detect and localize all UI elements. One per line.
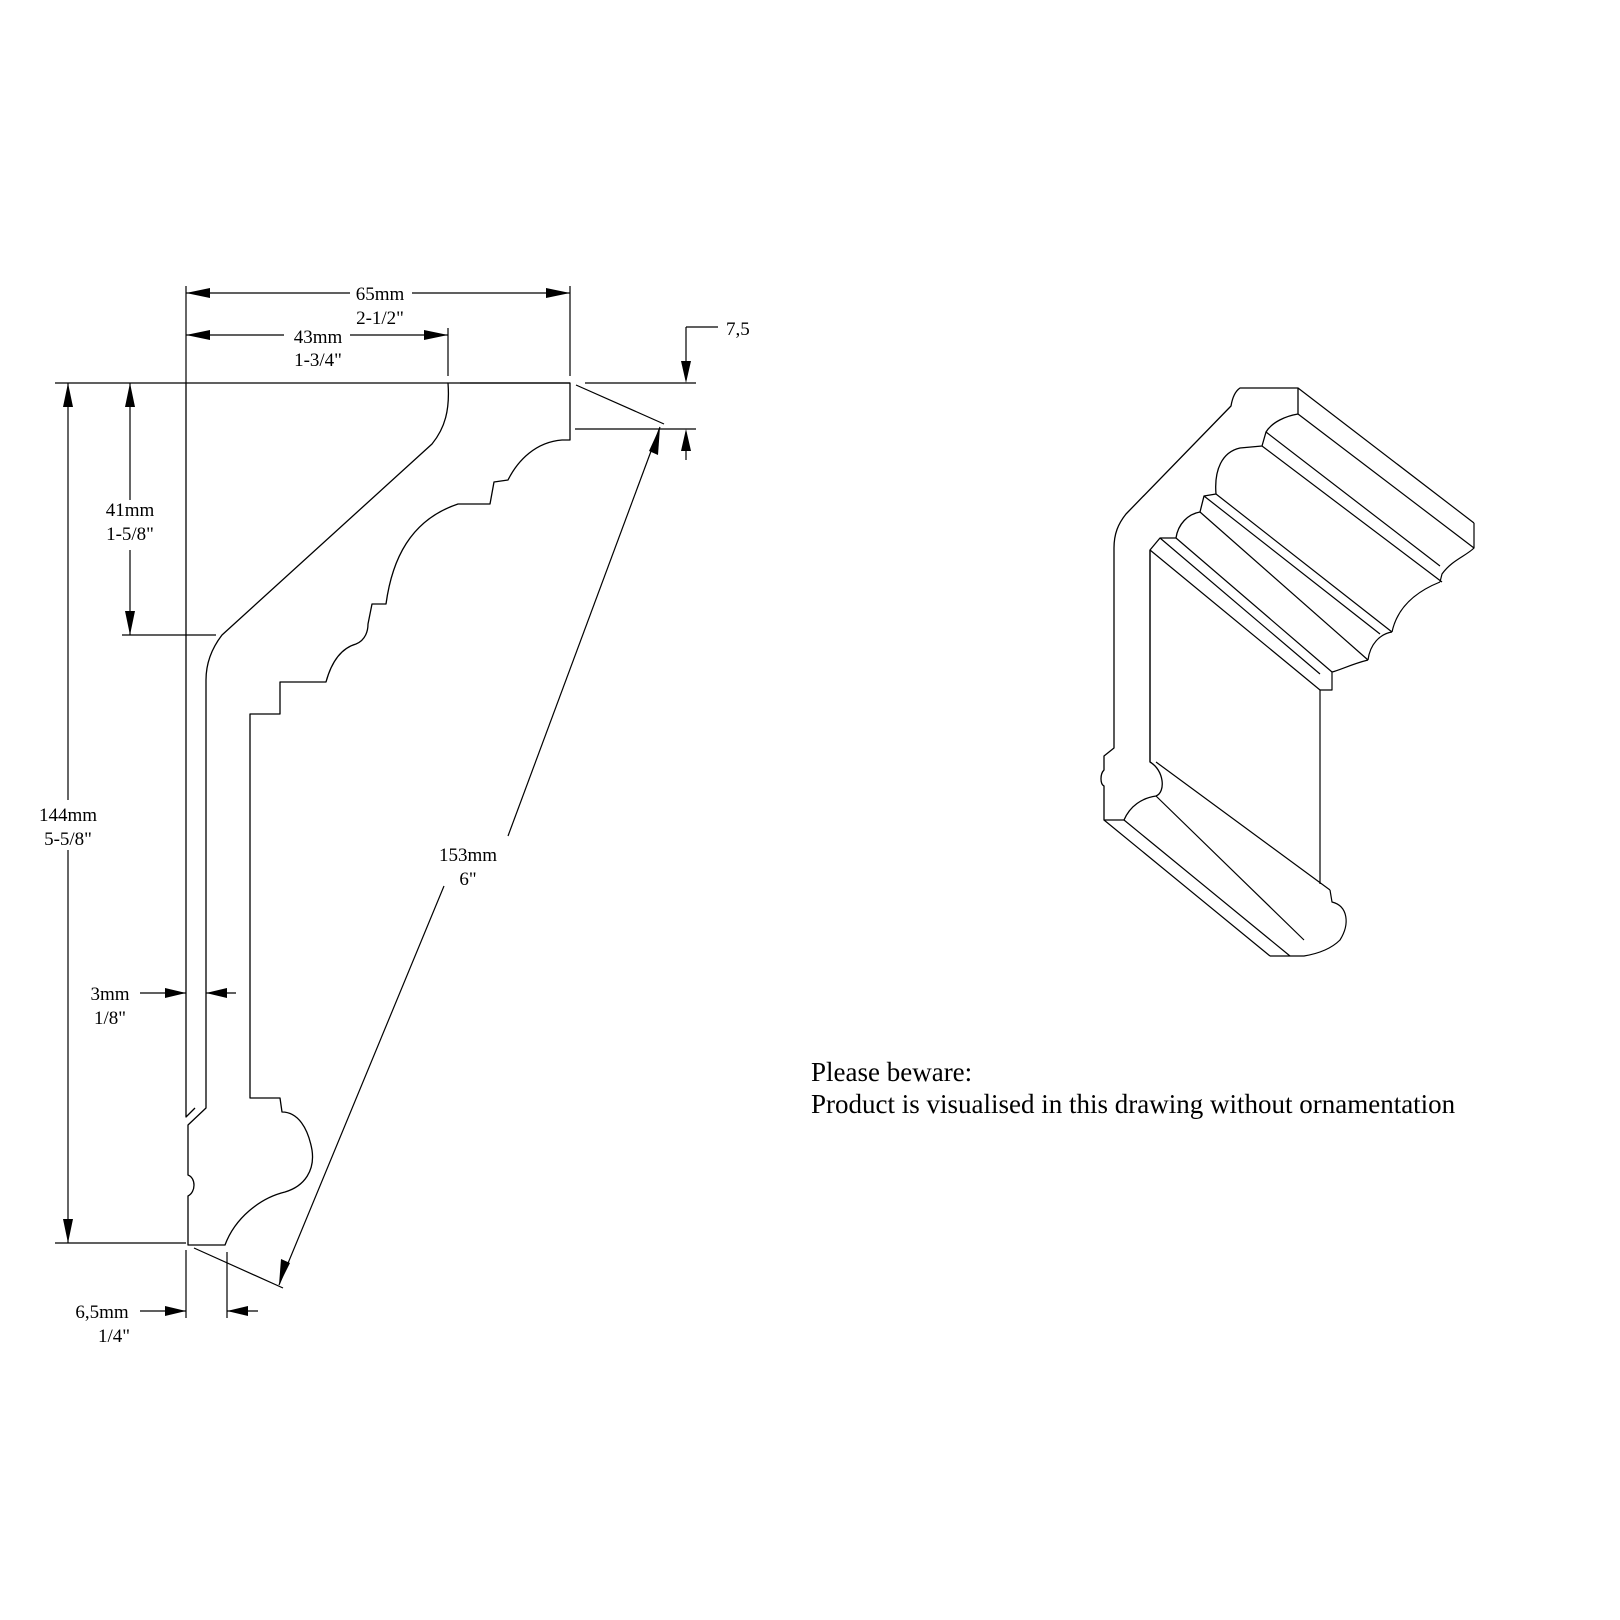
molding-profile-section <box>186 383 570 1245</box>
depth-top-inch: 1-5/8" <box>106 524 154 545</box>
width-top-inch: 1-3/4" <box>294 350 342 371</box>
projection-small-value: 7,5 <box>726 319 750 340</box>
wall-thickness-inch: 1/8" <box>93 1008 127 1029</box>
depth-top-mm: 41mm <box>105 500 155 521</box>
width-total-mm: 65mm <box>355 284 405 305</box>
wall-thickness-mm: 3mm <box>90 984 130 1005</box>
note-line-2: Product is visualised in this drawing without ornamentation <box>811 1089 1456 1119</box>
diagonal-inch: 6" <box>459 869 477 890</box>
dimension-lines <box>55 286 718 1318</box>
height-total-inch: 5-5/8" <box>44 829 92 850</box>
width-top-mm: 43mm <box>293 327 343 348</box>
molding-isometric-view <box>1101 388 1474 956</box>
width-total-inch: 2-1/2" <box>356 308 404 329</box>
profile-back-edge <box>186 383 195 1117</box>
bottom-offset-inch: 1/4" <box>97 1326 131 1347</box>
height-total-mm: 144mm <box>38 805 98 826</box>
note-line-1: Please beware: <box>811 1057 973 1087</box>
diagonal-mm: 153mm <box>438 845 498 866</box>
profile-outline <box>188 383 570 1245</box>
dimension-labels <box>39 284 750 1347</box>
bottom-offset-mm: 6,5mm <box>75 1302 129 1323</box>
drawing-note <box>811 1057 1456 1119</box>
